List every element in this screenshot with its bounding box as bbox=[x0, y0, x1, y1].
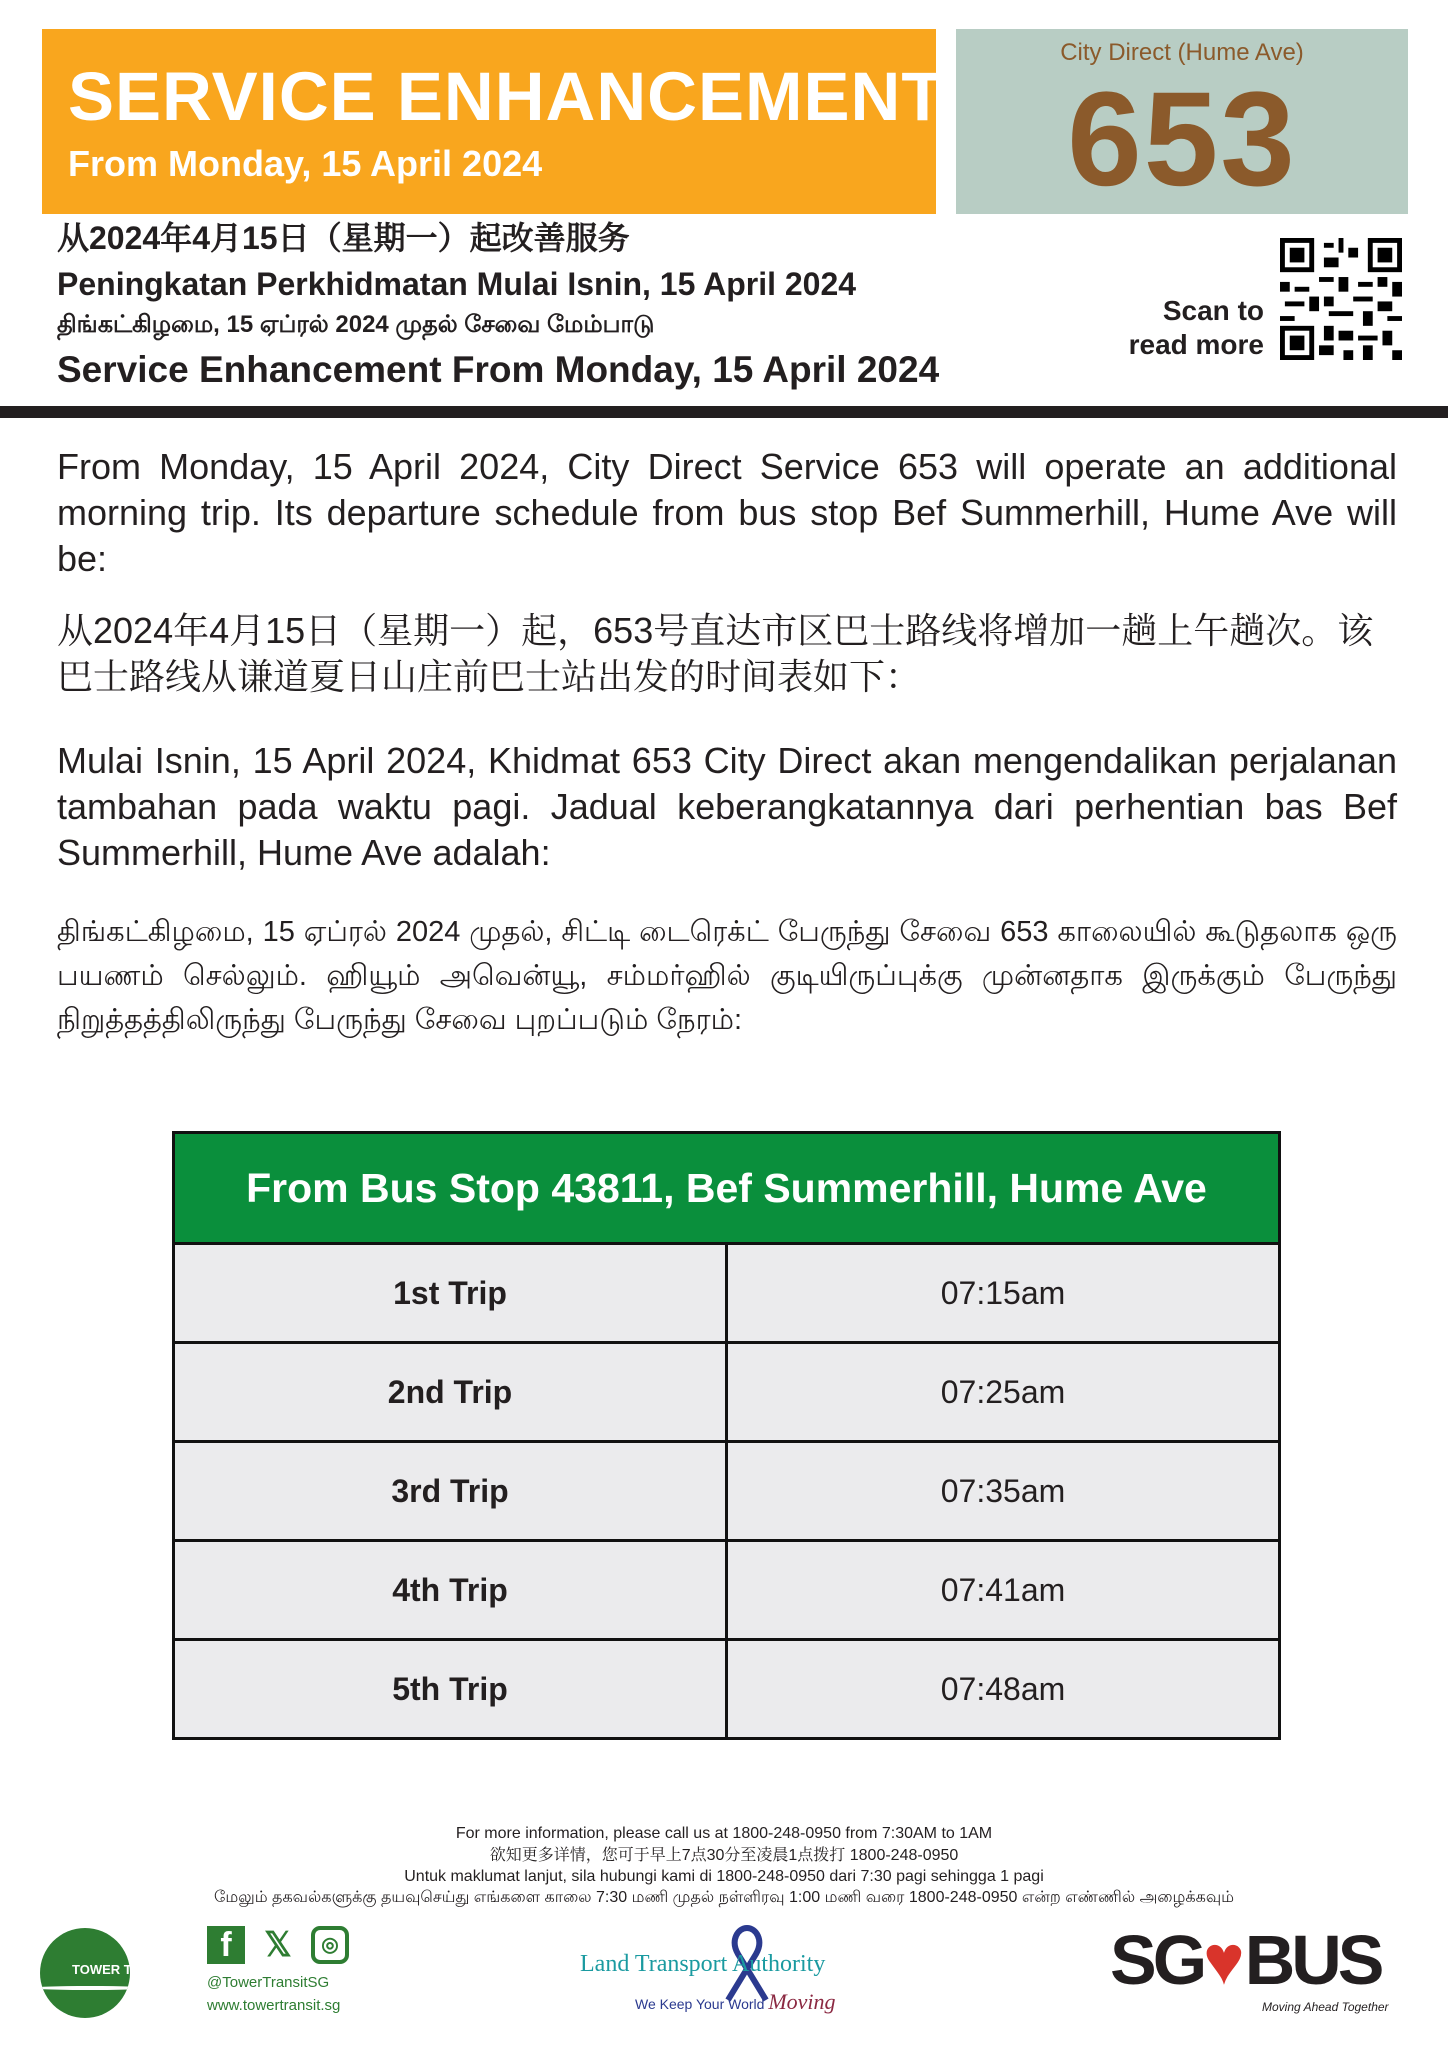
paragraph-english: From Monday, 15 April 2024, City Direct Service 653 will operate an additional morning trip. Its departure schedule from bus stop Bef Summerhill, Hume Ave will be: bbox=[57, 446, 1397, 579]
footer-tamil: மேலும் தகவல்களுக்கு தயவுசெய்து எங்களை காலை 7:30 மணி முதல் நள்ளிரவு 1:00 மணி வரை 1800-248-0950 என்ற எண்ணில் அழைக்கவும் bbox=[213, 1889, 1235, 1906]
facebook-icon[interactable]: f bbox=[207, 1926, 245, 1964]
table-row bbox=[174, 1541, 1280, 1640]
scan-line-1: Scan to bbox=[1162, 295, 1264, 326]
sgbus-sg: SG bbox=[1110, 1921, 1204, 1999]
paragraph-malay: Mulai Isnin, 15 April 2024, Khidmat 653 City Direct akan mengendalikan perjalanan tambahan pada waktu pagi. Jadual keberangkatannya dari perhentian bas Bef Summerhill, Hume Ave adalah: bbox=[57, 740, 1397, 873]
schedule-table bbox=[172, 1131, 1281, 1740]
heading-english: Service Enhancement From Monday, 15 April 2024 bbox=[57, 349, 940, 390]
trip-label: 4th Trip bbox=[174, 1541, 727, 1640]
website-link[interactable]: www.towertransit.sg bbox=[207, 1997, 341, 2014]
paragraph-tamil: திங்கட்கிழமை, 15 ஏப்ரல் 2024 முதல், சிட்டி டைரெக்ட் பேருந்து சேவை 653 காலையில் கூடுதலாக ஒரு பயணம் செல்லும். ஹியூம் அவென்யூ, சம்மர்ஹில் குடியிருப்புக்கு முன்னதாக இருக்கும் பேருந்து நிறுத்தத்திலிருந்து பேருந்து சேவை புறப்படும் நேரம்: bbox=[57, 916, 1397, 1036]
social-handle[interactable]: @TowerTransitSG bbox=[207, 1974, 330, 1991]
table-row bbox=[174, 1640, 1280, 1739]
lta-tagline-text: We Keep Your World bbox=[635, 1996, 765, 2012]
notice-subtitle: From Monday, 15 April 2024 bbox=[68, 143, 543, 184]
tower-transit-wordmark bbox=[72, 1962, 180, 1978]
table-row bbox=[174, 1442, 1280, 1541]
trip-time: 07:25am bbox=[727, 1343, 1280, 1442]
scan-line-2: read more bbox=[1128, 329, 1264, 360]
qr-code-icon[interactable] bbox=[1280, 238, 1402, 360]
trip-label: 1st Trip bbox=[174, 1244, 727, 1343]
table-row bbox=[174, 1343, 1280, 1442]
trip-label: 3rd Trip bbox=[174, 1442, 727, 1541]
sgbus-logo bbox=[1110, 1921, 1381, 1999]
sgbus-tagline: Moving Ahead Together bbox=[1262, 2000, 1389, 2014]
table-header: From Bus Stop 43811, Bef Summerhill, Hume Ave bbox=[174, 1133, 1280, 1244]
lta-tagline bbox=[635, 1990, 836, 2016]
heading-chinese: 从2024年4月15日（星期一）起改善服务 bbox=[57, 220, 630, 256]
footer-english: For more information, please call us at 1800-248-0950 from 7:30AM to 1AM bbox=[455, 1825, 993, 1842]
title-banner bbox=[42, 29, 945, 214]
trip-time: 07:41am bbox=[727, 1541, 1280, 1640]
sgbus-bus: BUS bbox=[1244, 1921, 1381, 1999]
notice-title: SERVICE ENHANCEMENT bbox=[68, 58, 945, 135]
heading-malay: Peningkatan Perkhidmatan Mulai Isnin, 15 April 2024 bbox=[57, 266, 857, 302]
heading-tamil: திங்கட்கிழமை, 15 ஏப்ரல் 2024 முதல் சேவை மேம்பாடு bbox=[57, 311, 655, 338]
divider-bar bbox=[0, 406, 1448, 418]
trip-time: 07:15am bbox=[727, 1244, 1280, 1343]
lta-tagline-moving: Moving bbox=[768, 1989, 836, 2014]
footer-malay: Untuk maklumat lanjut, sila hubungi kami di 1800-248-0950 dari 7:30 pagi sehingga 1 pagi bbox=[404, 1868, 1044, 1885]
tower-transit-text: TOWER TRANSIT bbox=[72, 1962, 181, 1977]
trip-time: 07:48am bbox=[727, 1640, 1280, 1739]
lta-logo bbox=[580, 1950, 825, 1978]
heart-icon: ♥ bbox=[1203, 1921, 1245, 1999]
footer-chinese: 欲知更多详情，您可于早上7点30分至凌晨1点拨打 1800-248-0950 bbox=[489, 1847, 959, 1864]
table-row bbox=[174, 1244, 1280, 1343]
instagram-icon[interactable]: ◎ bbox=[311, 1926, 349, 1964]
service-number: 653 bbox=[1067, 65, 1297, 214]
x-icon[interactable]: 𝕏 bbox=[264, 1926, 292, 1964]
paragraph-chinese: 从2024年4月15日（星期一）起，653号直达市区巴士路线将增加一趟上午趟次。该巴士路线从谦道夏日山庄前巴士站出发的时间表如下： bbox=[57, 610, 1374, 697]
scan-label bbox=[1129, 294, 1264, 362]
service-badge bbox=[956, 29, 1408, 214]
trip-label: 5th Trip bbox=[174, 1640, 727, 1739]
service-name: City Direct (Hume Ave) bbox=[1060, 39, 1304, 66]
trip-time: 07:35am bbox=[727, 1442, 1280, 1541]
social-links bbox=[207, 1926, 363, 1964]
lta-name: Land Transport Authority bbox=[580, 1951, 826, 1977]
trip-label: 2nd Trip bbox=[174, 1343, 727, 1442]
